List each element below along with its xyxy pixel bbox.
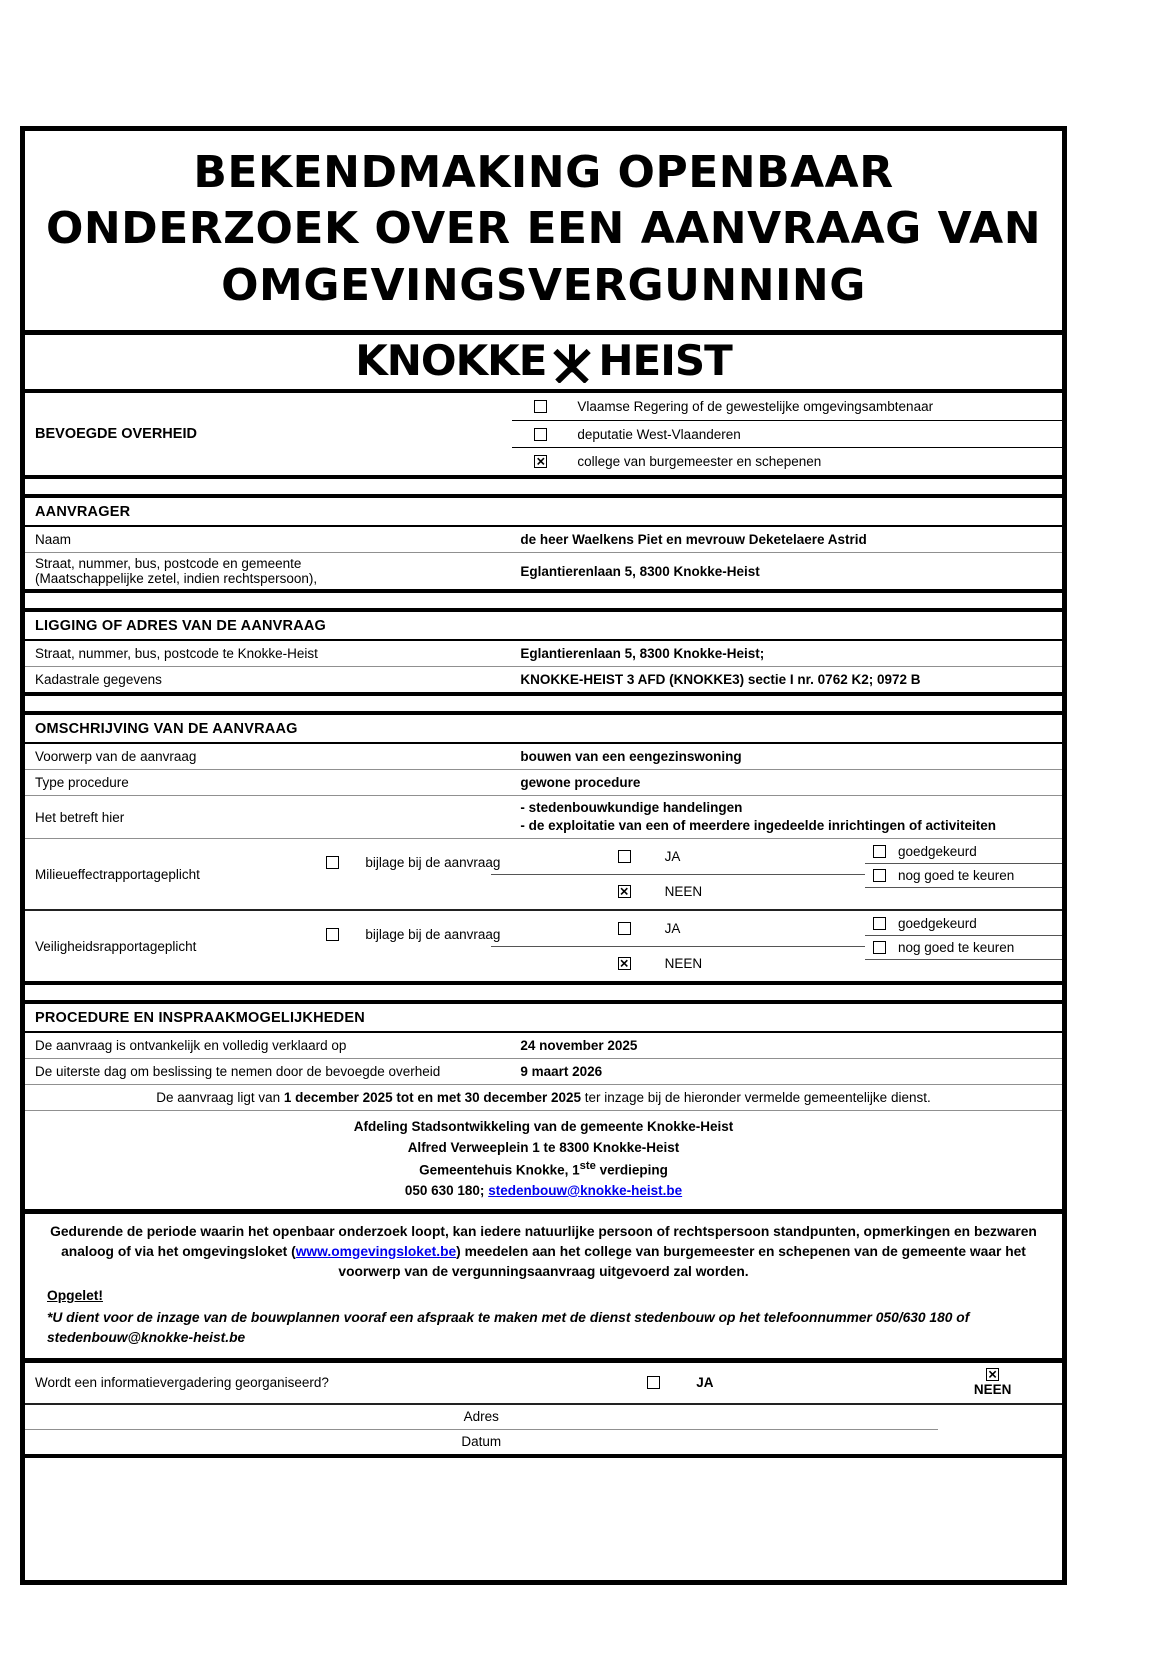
adres-row-label: Adres xyxy=(25,1405,938,1430)
kadaster-value: KNOKKE-HEIST 3 AFD (KNOKKE3) sectie I nr. 0762 K2; 0972 B xyxy=(520,672,921,688)
opgelet-label: Opgelet! xyxy=(47,1287,103,1303)
logo-word-right: HEIST xyxy=(598,335,732,385)
dienst-phone: 050 630 180; xyxy=(404,1182,489,1198)
vr-ja-checkbox xyxy=(618,922,631,935)
table-row xyxy=(25,796,1062,839)
authority-option-deputatie xyxy=(512,421,1062,449)
vr-neen-label: NEEN xyxy=(664,956,703,972)
authority-option-vlaamse-regering xyxy=(512,393,1062,421)
vr-neen-option xyxy=(315,946,865,981)
aanvrager-header: AANVRAGER xyxy=(25,498,1062,527)
procedure-header: PROCEDURE EN INSPRAAKMOGELIJKHEDEN xyxy=(25,1004,1062,1033)
checkbox-college xyxy=(534,455,547,468)
ontvankelijk-label: De aanvraag is ontvankelijk en volledig verklaard op xyxy=(35,1038,347,1054)
title-line-3: OMGEVINGSVERGUNNING xyxy=(221,259,866,311)
stedenbouw-email-link[interactable]: stedenbouw@knokke-heist.be xyxy=(488,1182,683,1198)
vr-nog-checkbox xyxy=(873,941,886,954)
straat-label: Straat, nummer, bus, postcode te Knokke-Heist xyxy=(35,646,318,662)
dienst-address: Alfred Verweeplein 1 te 8300 Knokke-Heist xyxy=(407,1139,680,1155)
mer-nog-label: nog goed te keuren xyxy=(897,868,1015,884)
aanvrager-section xyxy=(25,498,1062,589)
mer-goedgekeurd-checkbox xyxy=(873,845,886,858)
gemeentelijke-dienst-block xyxy=(25,1111,1062,1209)
table-row xyxy=(25,641,1062,667)
logo-word-left: KNOKKE xyxy=(355,335,547,385)
ligging-section xyxy=(25,612,1062,692)
section-divider xyxy=(25,589,1062,612)
vr-nog-label: nog goed te keuren xyxy=(897,940,1015,956)
uiterste-dag-value: 9 maart 2026 xyxy=(520,1064,603,1080)
voorwerp-label: Voorwerp van de aanvraag xyxy=(35,749,197,765)
veiligheids-row xyxy=(25,911,1062,981)
authority-option-label: college van burgemeester en schepenen xyxy=(577,454,822,470)
mer-goedgekeurd-label: goedgekeurd xyxy=(897,843,977,859)
ontvankelijk-value: 24 november 2025 xyxy=(520,1038,638,1054)
table-row xyxy=(25,770,1062,796)
naam-label: Naam xyxy=(35,532,72,548)
table-row xyxy=(25,1059,1062,1085)
mer-neen-label: NEEN xyxy=(664,884,703,900)
straat-value: Eglantierenlaan 5, 8300 Knokke-Heist; xyxy=(520,646,765,662)
omgevingsloket-link[interactable]: www.omgevingsloket.be xyxy=(295,1243,457,1259)
announcement-document xyxy=(20,126,1067,1585)
bevoegde-overheid-label: BEVOEGDE OVERHEID xyxy=(35,426,197,443)
informatievergadering-row xyxy=(25,1363,1062,1405)
table-row xyxy=(25,744,1062,770)
bezwaar-paragraph: Gedurende de periode waarin het openbaar onderzoek loopt, kan iedere natuurlijke persoon of rechtspersoon standpunten, opmerkingen en bezwaren analoog of via het omgevingsloket (www.omgevingsloket.be) meedelen aan het college van burgemeester en schepenen van de gemeente waar het voorwerp van de vergunningsaanvraag uitgevoerd zal worden. xyxy=(50,1223,1037,1279)
info-ja-label: JA xyxy=(696,1375,714,1391)
adres-label: Straat, nummer, bus, postcode en gemeente (Maatschappelijke zetel, indien rechtspersoon), xyxy=(35,556,318,587)
mer-goedgekeurd-option xyxy=(865,839,1062,864)
vr-goedgekeurd-option xyxy=(865,911,1062,936)
vr-goedgekeurd-label: goedgekeurd xyxy=(897,915,977,931)
informatievergadering-question: Wordt een informatievergadering georganiseerd? xyxy=(35,1375,329,1391)
info-neen-label: NEEN xyxy=(973,1382,1012,1398)
voorwerp-value: bouwen van een eengezinswoning xyxy=(520,749,742,765)
omschrijving-header: OMSCHRIJVING VAN DE AANVRAAG xyxy=(25,715,1062,744)
omschrijving-section xyxy=(25,715,1062,981)
uiterste-dag-label: De uiterste dag om beslissing te nemen door de bevoegde overheid xyxy=(35,1064,441,1080)
info-ja-checkbox xyxy=(647,1376,660,1389)
mer-nog-option xyxy=(865,864,1062,889)
vr-bijlage-option xyxy=(326,927,500,946)
inzage-sentence: De aanvraag ligt van 1 december 2025 tot en met 30 december 2025 ter inzage bij de hieronder vermelde gemeentelijke dienst. xyxy=(25,1085,1062,1111)
mer-neen-option xyxy=(315,874,865,909)
table-row xyxy=(25,667,1062,692)
info-ja-option xyxy=(647,1375,927,1390)
vr-bijlage-checkbox xyxy=(326,928,339,941)
dienst-contact xyxy=(33,1181,1054,1201)
checkbox-deputatie xyxy=(534,428,547,441)
table-row xyxy=(25,1033,1062,1059)
procedure-type-value: gewone procedure xyxy=(520,775,641,791)
dienst-floor: Gemeentehuis Knokke, 1ste verdieping xyxy=(419,1159,668,1178)
bezwaar-block xyxy=(25,1214,1062,1358)
mer-bijlage-option xyxy=(326,855,500,874)
title-line-1: BEKENDMAKING OPENBAAR xyxy=(193,147,894,198)
checkbox-vlaamse-regering xyxy=(534,400,547,413)
afspraak-note: *U dient voor de inzage van de bouwplannen vooraf een afspraak te maken met de dienst stedenbouw op het telefoonnummer 050/630 180 of stedenbouw@knokke-heist.be xyxy=(47,1309,970,1345)
vr-nog-option xyxy=(865,936,1062,961)
milieueffect-label: Milieueffectrapportageplicht xyxy=(35,866,200,882)
vr-ja-label: JA xyxy=(664,921,681,937)
authority-option-label: Vlaamse Regering of de gewestelijke omgevingsambtenaar xyxy=(577,398,934,414)
vr-goedgekeurd-checkbox xyxy=(873,917,886,930)
milieueffect-row xyxy=(25,839,1062,911)
dienst-name: Afdeling Stadsontwikkeling van de gemeente Knokke-Heist xyxy=(353,1119,734,1135)
mer-neen-checkbox xyxy=(618,885,631,898)
table-row xyxy=(25,553,1062,589)
fill-in-line xyxy=(491,874,865,875)
naam-value: de heer Waelkens Piet en mevrouw Deketelaere Astrid xyxy=(520,532,867,548)
vr-neen-checkbox xyxy=(618,957,631,970)
kadaster-label: Kadastrale gegevens xyxy=(35,672,162,688)
mer-ja-checkbox xyxy=(618,850,631,863)
adres-value: Eglantierenlaan 5, 8300 Knokke-Heist xyxy=(520,563,760,579)
municipality-logo xyxy=(25,335,1062,393)
fill-in-line xyxy=(491,946,865,947)
seagull-logo-icon xyxy=(550,343,594,383)
vr-bijlage-label: bijlage bij de aanvraag xyxy=(365,927,501,943)
table-row xyxy=(25,527,1062,553)
section-divider xyxy=(25,692,1062,715)
document-title xyxy=(25,131,1062,335)
betreft-label: Het betreft hier xyxy=(35,809,125,825)
info-neen-option xyxy=(927,1368,1062,1397)
veiligheids-label: Veiligheidsrapportageplicht xyxy=(35,938,197,954)
inzage-period: 1 december 2025 tot en met 30 december 2025 xyxy=(283,1090,582,1106)
mer-nog-checkbox xyxy=(873,869,886,882)
info-neen-checkbox xyxy=(986,1368,999,1381)
procedure-type-label: Type procedure xyxy=(35,775,129,791)
empty-remarks-area xyxy=(25,1454,1062,1580)
section-divider xyxy=(25,475,1062,498)
mer-bijlage-label: bijlage bij de aanvraag xyxy=(365,855,501,871)
authority-option-label: deputatie West-Vlaanderen xyxy=(577,426,741,442)
mer-bijlage-checkbox xyxy=(326,856,339,869)
procedure-section xyxy=(25,1004,1062,1209)
ligging-header: LIGGING OF ADRES VAN DE AANVRAAG xyxy=(25,612,1062,641)
betreft-value: - stedenbouwkundige handelingen - de exploitatie van een of meerdere ingedeelde inrichtingen of activiteiten xyxy=(520,800,996,834)
title-line-2: ONDERZOEK OVER EEN AANVRAAG VAN xyxy=(45,203,1042,255)
bevoegde-overheid-section xyxy=(25,393,1062,475)
authority-option-college xyxy=(512,448,1062,475)
section-divider xyxy=(25,981,1062,1004)
mer-ja-label: JA xyxy=(664,849,681,865)
datum-row-label: Datum xyxy=(461,1434,502,1450)
